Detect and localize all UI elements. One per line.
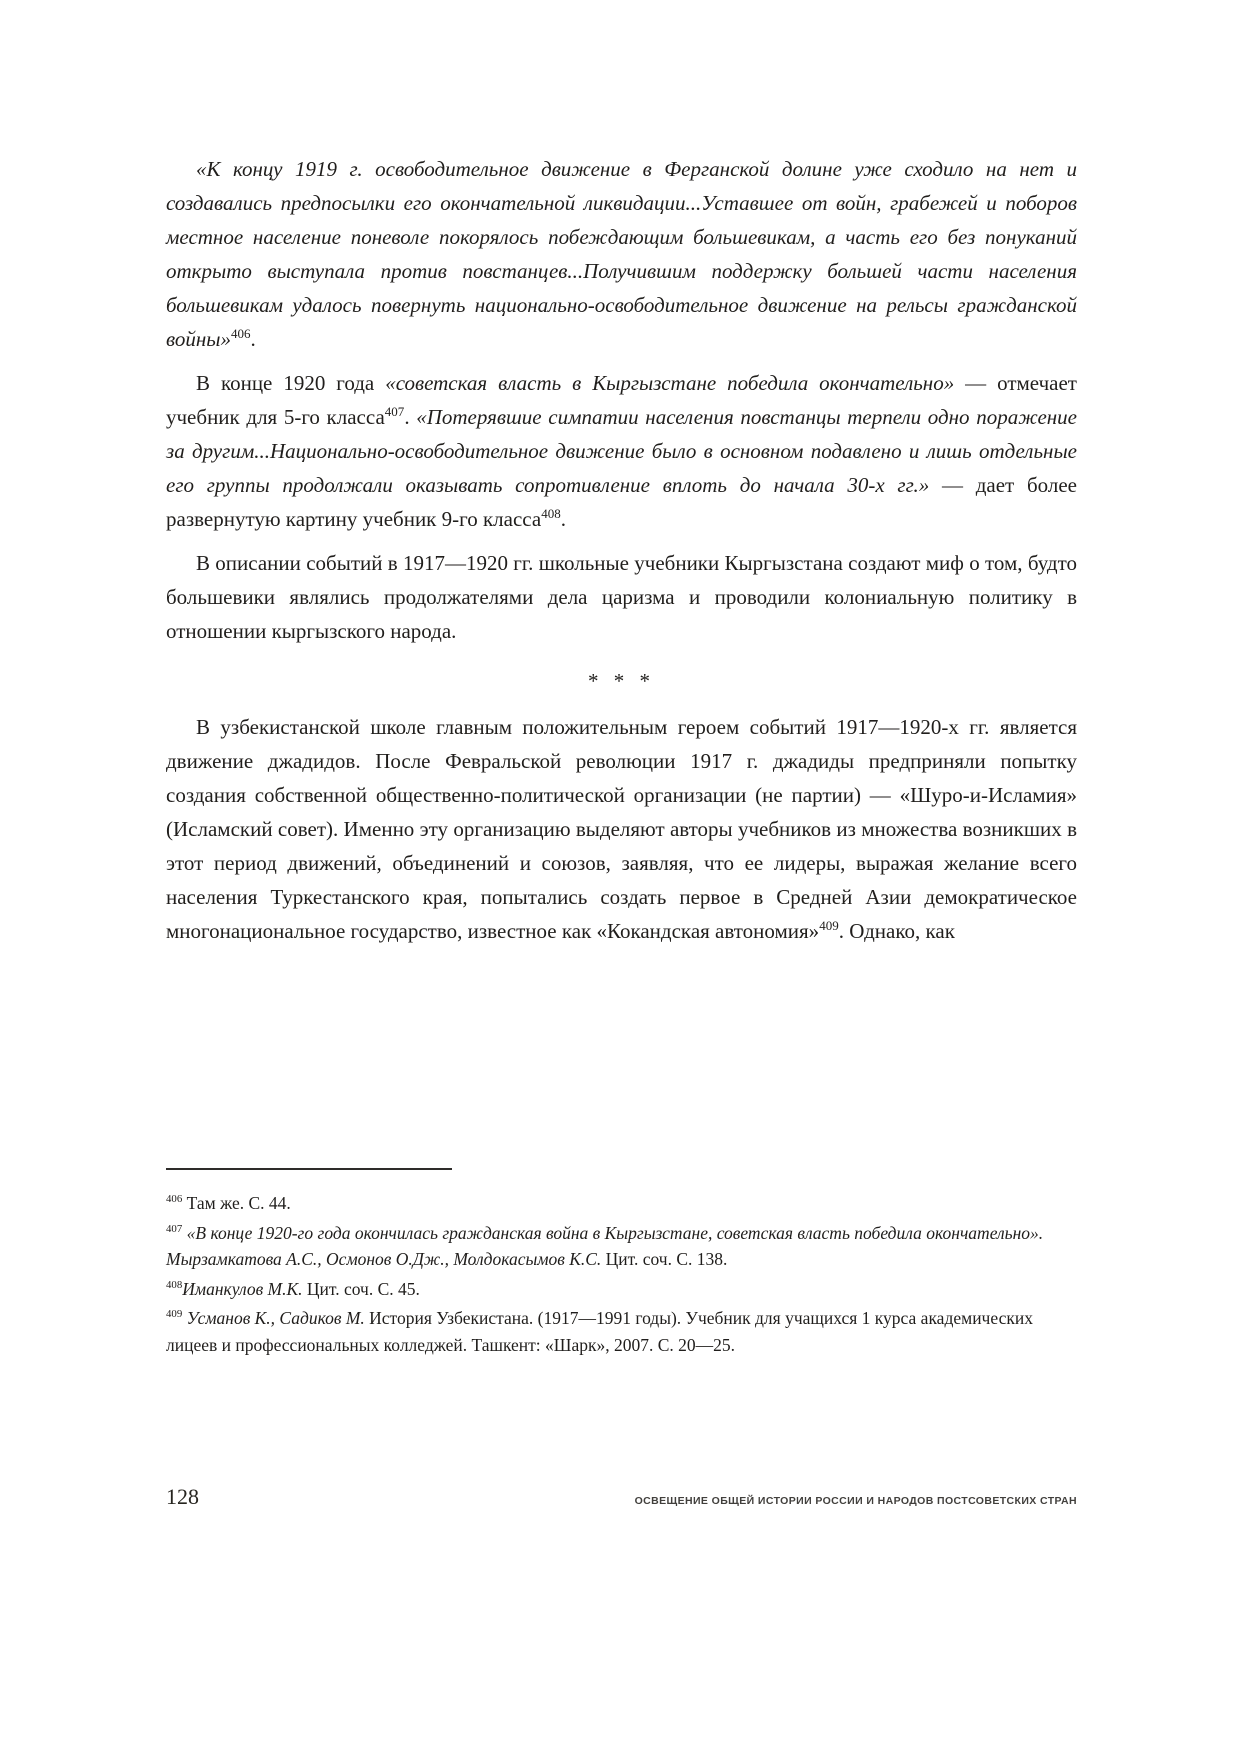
text-run: . Однако, как <box>838 919 955 943</box>
text-run: «К концу 1919 г. освободительное движение в Ферганской долине уже сходило на нет и создавались предпосылки его окончательной ликвидации...Уставшее от войн, грабежей и поборов местное население поневоле покорялось побеждающим большевикам, а часть его без понуканий открыто выступала против повстанцев...Получившим поддержку большей части населения большевикам удалось повернуть национально-освободительное движение на рельсы гражданской войны» <box>166 157 1077 351</box>
footnote-reference: 406 <box>230 326 251 341</box>
text-run: «Потерявшие симпатии населения повстанцы терпели одно поражение за другим...Национально-освободительное движение было в основном подавлено и лишь отдельные его группы продолжали оказывать сопротивление вплоть до начала 30-х гг.» <box>166 405 1078 497</box>
footnote-section <box>166 1168 1077 1361</box>
section-separator: * * * <box>588 669 655 693</box>
paragraph <box>166 152 1077 356</box>
footnote-reference: 407 <box>384 404 405 419</box>
footnotes-list <box>166 1190 1077 1358</box>
text-run: В конце 1920 года <box>196 371 386 395</box>
text-run: В узбекистанской школе главным положительным героем событий 1917—1920-х гг. является движение джадидов. После Февральской революции 1917 г. джадиды предприняли попытку создания собственной общественно-политической организации (не партии) — «Шуро-и-Исламия» (Исламский совет). Именно эту организацию выделяют авторы учебников из множества возникших в этот период движений, объединений и союзов, заявляя, что ее лидеры, выражая желание всего населения Туркестанского края, попытались создать первое в Средней Азии демократическое многонациональное государство, известное как «Кокандская автономия» <box>166 715 1077 943</box>
text-run: — дает более развернутую картину учебник 9-го класса <box>166 473 1077 531</box>
footnote-marker: 409 <box>166 1308 183 1321</box>
text-run: — отмечает учебник для 5-го класса <box>166 371 1077 429</box>
footnote-reference: 409 <box>819 918 839 933</box>
paragraph <box>166 366 1077 536</box>
text-run: История Узбекистана. (1917—1991 годы). Учебник для учащихся 1 курса академических лицеев и профессиональных колледжей. Ташкент: «Шарк», 2007. С. 20—25. <box>166 1308 1033 1355</box>
text-run: В описании событий в 1917—1920 гг. школьные учебники Кыргызстана создают миф о том, будто большевики являлись продолжателями дела царизма и проводили колониальную политику в отношении кыргызского народа. <box>166 551 1077 643</box>
page-number: 128 <box>166 1484 199 1509</box>
footnote <box>166 1220 1077 1273</box>
paragraph <box>166 710 1077 948</box>
paragraph <box>166 546 1077 648</box>
text-run: Там же. С. 44. <box>186 1193 291 1213</box>
page-footer <box>166 1484 1077 1510</box>
text-run: . <box>404 405 417 429</box>
footnote <box>166 1190 1077 1217</box>
footnote-reference: 408 <box>541 506 561 521</box>
footnote-divider <box>166 1168 452 1170</box>
text-run: Цит. соч. С. 138. <box>601 1249 728 1269</box>
footnote <box>166 1276 1077 1303</box>
text-run: . <box>560 507 566 531</box>
running-footer: ОСВЕЩЕНИЕ ОБЩЕЙ ИСТОРИИ РОССИИ И НАРОДОВ ПОСТСОВЕТСКИХ СТРАН <box>634 1495 1077 1507</box>
text-run: «советская власть в Кыргызстане победила окончательно» <box>385 371 955 395</box>
text-run: Иманкулов М.К. <box>182 1278 303 1299</box>
text-run: . <box>250 327 256 351</box>
footnote-marker: 408 <box>166 1278 183 1291</box>
text-run: «В конце 1920-го года окончилась гражданская война в Кыргызстане, советская власть победила окончательно». Мырзамкатова А.С., Осмонов О.Дж., Молдокасымов К.С. <box>166 1222 1044 1269</box>
footnote-marker: 406 <box>166 1193 183 1206</box>
body-text <box>166 152 1077 958</box>
text-run: Усманов К., Садиков М. <box>186 1308 365 1328</box>
footnote <box>166 1305 1077 1358</box>
text-run: Цит. соч. С. 45. <box>302 1278 420 1299</box>
footnote-marker: 407 <box>166 1222 183 1235</box>
